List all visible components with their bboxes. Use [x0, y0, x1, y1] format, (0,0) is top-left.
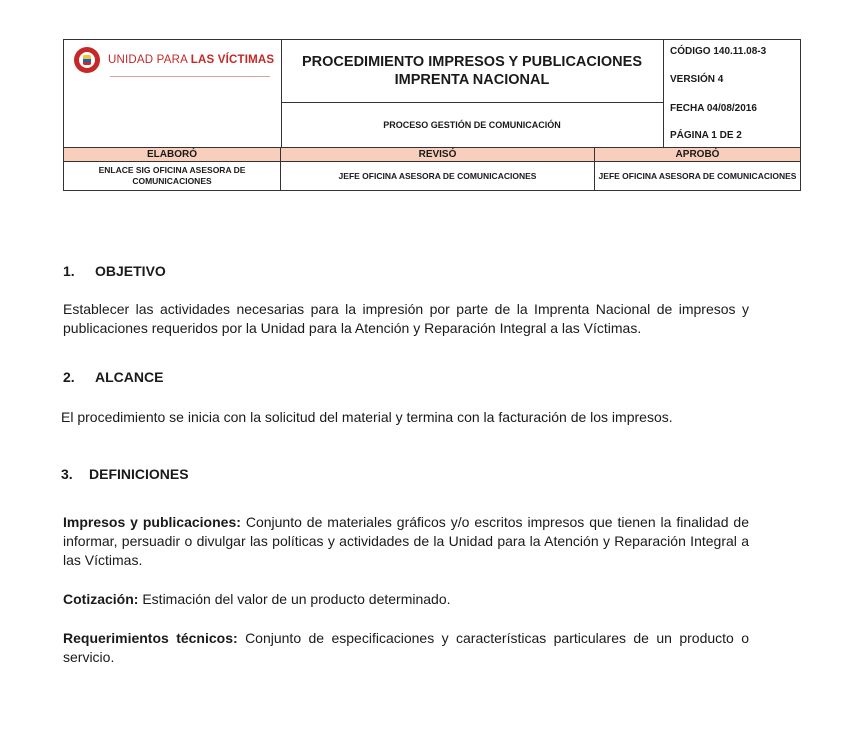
document-date: FECHA 04/08/2016	[670, 103, 757, 114]
process-name: PROCESO GESTIÓN DE COMUNICACIÓN	[383, 120, 561, 130]
document-title-line1: PROCEDIMIENTO IMPRESOS Y PUBLICACIONES	[302, 54, 642, 70]
document-code: CÓDIGO 140.11.08-3	[670, 46, 767, 57]
document-header	[63, 39, 801, 191]
page-number: PÁGINA 1 DE 2	[670, 130, 742, 141]
definition-cotizacion	[63, 590, 749, 609]
objetivo-text: Establecer las actividades necesarias para la impresión por parte de la Imprenta Nacional de impresos y publicaciones requeridos por la Unidad para la Atención y Reparación Integral a las Víctimas.	[63, 301, 749, 336]
definition-impresos	[63, 513, 749, 570]
responsibles-row	[63, 162, 801, 191]
responsible-aprobo: JEFE OFICINA ASESORA DE COMUNICACIONES	[594, 162, 800, 190]
role-aprobo: APROBÓ	[594, 148, 800, 161]
process-cell	[281, 103, 664, 147]
unidad-victimas-logo	[74, 47, 274, 73]
logo-text: UNIDAD PARA LAS VÍCTIMAS	[108, 54, 275, 66]
responsible-elaboro: ENLACE SIG OFICINA ASESORA DE COMUNICACIONES	[98, 165, 246, 186]
definition-term: Cotización:	[63, 591, 139, 607]
document-title-line2: IMPRENTA NACIONAL	[394, 72, 550, 88]
document-version: VERSIÓN 4	[670, 74, 724, 85]
responsible-reviso: JEFE OFICINA ASESORA DE COMUNICACIONES	[280, 162, 594, 190]
title-cell	[281, 40, 664, 103]
header-top-block	[63, 39, 801, 148]
definition-text: Estimación del valor de un producto determinado.	[138, 591, 451, 607]
role-elaboro: ELABORÓ	[147, 149, 197, 160]
coat-of-arms-icon	[74, 47, 100, 73]
section-heading-alcance: 2. ALCANCE	[63, 369, 164, 385]
definition-requerimientos	[63, 629, 749, 667]
definition-term: Impresos y publicaciones:	[63, 514, 241, 530]
definition-text: Conjunto de materiales gráficos y/o escritos impresos que tienen la finalidad de informar, persuadir o divulgar las políticas y actividades de la Unidad para la Atención y Reparación Integral a las Víctimas.	[63, 514, 749, 568]
definition-term: Requerimientos técnicos:	[63, 630, 238, 646]
alcance-text: El procedimiento se inicia con la solicitud del material y termina con la facturación de los impresos.	[61, 409, 673, 425]
roles-row	[63, 148, 801, 162]
definition-text: Conjunto de especificaciones y características particulares de un producto o servicio.	[63, 630, 750, 665]
metadata-cell	[664, 40, 800, 147]
role-reviso: REVISÓ	[280, 148, 594, 161]
section-heading-definiciones: 3. DEFINICIONES	[61, 466, 189, 482]
logo-underline	[110, 76, 270, 77]
logo-cell	[64, 40, 282, 147]
section-heading-objetivo: 1. OBJETIVO	[63, 263, 166, 279]
